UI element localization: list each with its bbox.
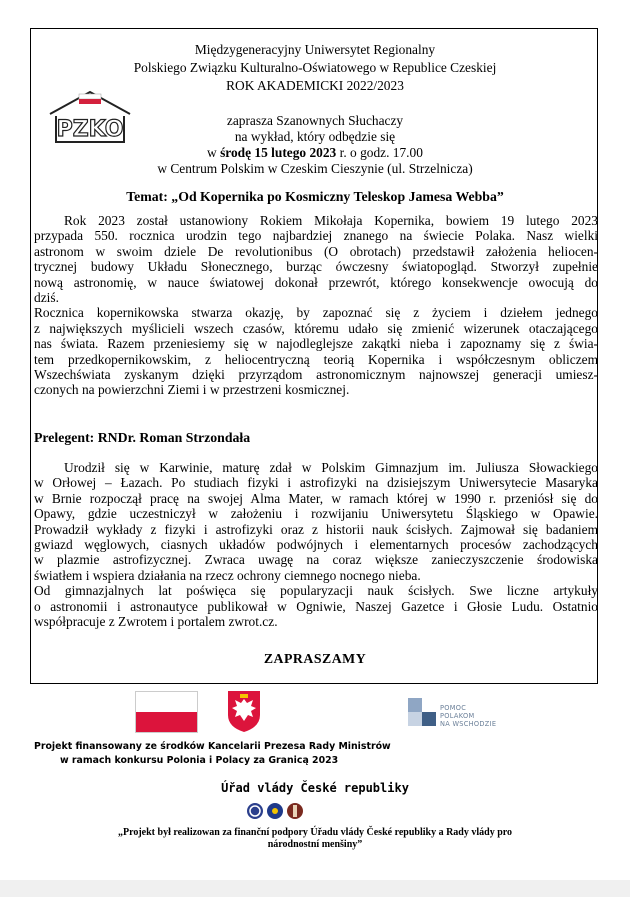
lecture-date: środę 15 lutego 2023 <box>220 145 337 160</box>
invite-line-1: zaprasza Szanownych Słuchaczy <box>226 113 404 128</box>
funding-line-2: w ramach konkursu Polonia i Polacy za Granicą 2023 <box>60 755 339 766</box>
czech-funding-note: „Projekt był realizowan za finanční podpory Úřadu vlády České republiky a Rady vlády pro národnostní menšiny” <box>117 827 513 850</box>
intro-paragraph: Rok 2023 został ustanowiony Rokiem Mikołaja Kopernika, bowiem 19 lutego 2023 przypada 550. rocznica urodzin tego najbardziej znanego na świecie Polaka. Nasz wielki astronom w swoim dziele De revolutionibus (O obrotach) przedstawił założenia heliocen- trycznej budowy Układu Słonecznego, burząc ówczesny światopogląd. Stworzył zupełnie nową astronomię, w nauce światowej dokonał przewrót, którego konsekwencje owocują do dziś. Rocznica kopernikowska stwarza okazję, by zapoznać się z życiem i dziełem jednego z największych myślicieli wszech czasów, któremu udało się zmienić wizerunek otaczającego nas świata. Razem przeniesiemy się w najodleglejsze zakątki nieba i zapoznamy się z świa- tem przedkopernikowskim, z heliocentryczną teorią Kopernika i współczesnym obliczem Wszechświata zyskanym dzięki przyrządom astronomicznym najnowszej generacji umiesz- czonych na powierzchni Ziemi i w przestrzeni kosmicznej. <box>34 213 598 398</box>
invite-line-2: na wykład, który odbędzie się <box>234 129 396 144</box>
page-bottom-bar <box>0 880 630 897</box>
header-line-1: Międzygeneracyjny Uniwersytet Regionalny <box>194 42 436 57</box>
header-line-3: ROK AKADEMICKI 2022/2023 <box>226 78 404 93</box>
polish-eagle-emblem-icon <box>226 689 262 733</box>
invite-closing: ZAPRASZAMY <box>263 651 367 666</box>
logo-text: PZKO <box>56 117 124 142</box>
header-line-2: Polskiego Związku Kulturalno-Oświatowego w Republice Czeskiej <box>133 60 497 75</box>
invite-line-4: w Centrum Polskim w Czeskim Cieszynie (ul. Strzelnicza) <box>157 161 473 176</box>
bio-paragraph: Urodził się w Karwinie, maturę zdał w Polskim Gimnazjum im. Juliusza Słowackiego w Orłowej – Łazach. Po studiach fizyki i astrofizyki na dzisiejszym Uniwersytecie Masaryka w Brnie rozpoczął pracę na swojej Alma Mater, w ramach której w 1990 r. przeniósł się do Opawy, gdzie uczestniczył w założeniu i rozwijaniu Uniwersytetu Śląskiego w Opawie. Prowadził wykłady z fizyki i astrofizyki oraz z historii nauk ścisłych. Zajmował się badaniem gwiazd węglowych, ciasnych układów podwójnych i elementarnych procesów zachodzących w plazmie astrofizycznej. Zwraca uwagę na coraz większe zanieczyszczenie środowiska światłem i wspiera działania na rzecz ochrony ciemnego nocnego nieba. Od gimnazjalnych lat poświęca się popularyzacji nauk ścisłych. Swe liczne artykuły o astronomii i astronautyce publikował w Ogniwie, Naszej Gazetce i Głosie Ludu. Ostatnio współpracuje z Zwrotem i portalem zwrot.cz. <box>34 460 598 630</box>
invite-line-3: w środę 15 lutego 2023 r. o godz. 17.00 <box>207 145 423 160</box>
poland-flag-icon <box>135 691 198 733</box>
pomoc-polakom-text: POMOC POLAKOM NA WSCHODZIE <box>440 704 497 728</box>
funding-line-1: Projekt finansowany ze środków Kancelarii Prezesa Rady Ministrów <box>34 741 391 752</box>
czech-government-office: Úřad vlády České republiky <box>221 781 409 795</box>
lecture-topic: Temat: „Od Kopernika po Kosmiczny Teleskop Jamesa Webba” <box>126 189 504 204</box>
speaker-name: Prelegent: RNDr. Roman Strzondała <box>34 430 251 445</box>
czech-emblems-icon <box>246 801 306 821</box>
